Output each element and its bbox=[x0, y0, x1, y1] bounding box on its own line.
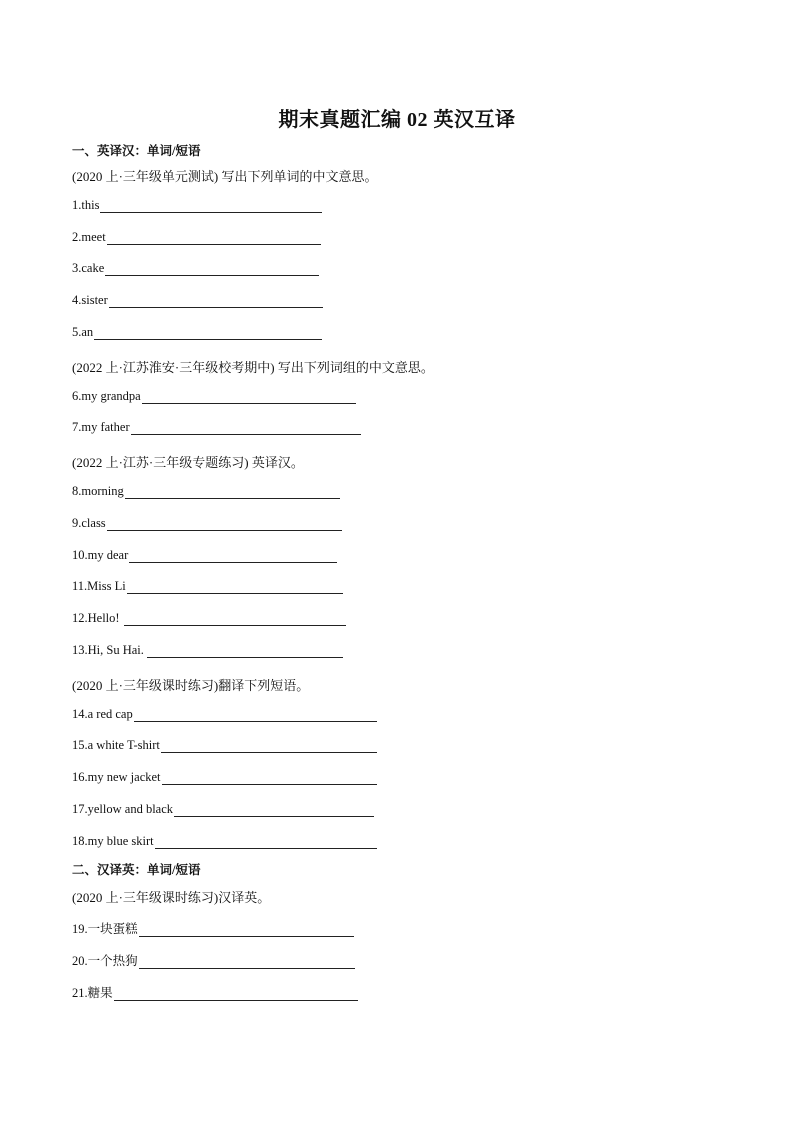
item-label: 3.cake bbox=[72, 261, 105, 275]
instruction-5: (2020 上·三年级课时练习)汉译英。 bbox=[72, 890, 271, 905]
item-label: 6.my grandpa bbox=[72, 389, 141, 403]
item-label: 13.Hi, Su Hai. bbox=[72, 643, 144, 657]
instruction-4: (2020 上·三年级课时练习)翻译下列短语。 bbox=[72, 678, 310, 693]
exercise-item bbox=[72, 516, 342, 531]
answer-blank[interactable] bbox=[124, 613, 346, 626]
exercise-item bbox=[72, 261, 319, 276]
exercise-item bbox=[72, 951, 355, 969]
answer-blank[interactable] bbox=[174, 804, 374, 817]
item-label: 2.meet bbox=[72, 230, 106, 244]
answer-blank[interactable] bbox=[129, 550, 337, 563]
exercise-item bbox=[72, 548, 337, 563]
answer-blank[interactable] bbox=[94, 327, 322, 340]
answer-blank[interactable] bbox=[147, 645, 343, 658]
answer-blank[interactable] bbox=[139, 956, 355, 969]
item-label: 5.an bbox=[72, 325, 94, 339]
exercise-item bbox=[72, 579, 343, 594]
exercise-item bbox=[72, 738, 377, 753]
item-label: 16.my new jacket bbox=[72, 770, 161, 784]
item-label: 7.my father bbox=[72, 420, 130, 434]
section-heading-cn-to-en: 二、汉译英：单词/短语 bbox=[72, 863, 201, 877]
answer-blank[interactable] bbox=[100, 200, 322, 213]
item-label: 11.Miss Li bbox=[72, 579, 126, 593]
item-label: 20.一个热狗 bbox=[72, 954, 138, 968]
item-label: 10.my dear bbox=[72, 548, 129, 562]
item-label: 8.morning bbox=[72, 484, 124, 498]
answer-blank[interactable] bbox=[131, 422, 361, 435]
exercise-item bbox=[72, 643, 343, 658]
exercise-item bbox=[72, 611, 346, 626]
answer-blank[interactable] bbox=[162, 772, 377, 785]
exercise-item bbox=[72, 325, 322, 340]
instruction-1: (2020 上·三年级单元测试) 写出下列单词的中文意思。 bbox=[72, 169, 378, 184]
exercise-item bbox=[72, 389, 356, 404]
exercise-item bbox=[72, 484, 340, 499]
exercise-item bbox=[72, 420, 361, 435]
item-label: 15.a white T-shirt bbox=[72, 738, 160, 752]
exercise-item bbox=[72, 770, 377, 785]
item-label: 19.一块蛋糕 bbox=[72, 922, 138, 936]
item-label: 12.Hello! bbox=[72, 611, 120, 625]
answer-blank[interactable] bbox=[109, 295, 323, 308]
answer-blank[interactable] bbox=[161, 740, 377, 753]
item-label: 1.this bbox=[72, 198, 100, 212]
exercise-item bbox=[72, 230, 321, 245]
answer-blank[interactable] bbox=[125, 486, 340, 499]
section-heading-en-to-cn: 一、英译汉：单词/短语 bbox=[72, 144, 201, 158]
item-label: 14.a red cap bbox=[72, 707, 133, 721]
item-label: 21.糖果 bbox=[72, 986, 113, 1000]
answer-blank[interactable] bbox=[105, 263, 319, 276]
page-title: 期末真题汇编 02 英汉互译 bbox=[278, 109, 516, 131]
answer-blank[interactable] bbox=[107, 232, 321, 245]
answer-blank[interactable] bbox=[114, 988, 358, 1001]
item-label: 18.my blue skirt bbox=[72, 834, 154, 848]
exercise-item bbox=[72, 919, 354, 937]
instruction-3: (2022 上·江苏·三年级专题练习) 英译汉。 bbox=[72, 455, 304, 470]
exercise-item bbox=[72, 834, 377, 849]
answer-blank[interactable] bbox=[155, 836, 377, 849]
exercise-item bbox=[72, 983, 358, 1001]
exercise-item bbox=[72, 293, 323, 308]
answer-blank[interactable] bbox=[139, 924, 354, 937]
exercise-item bbox=[72, 707, 377, 722]
answer-blank[interactable] bbox=[107, 518, 342, 531]
answer-blank[interactable] bbox=[127, 581, 343, 594]
answer-blank[interactable] bbox=[142, 391, 356, 404]
item-label: 17.yellow and black bbox=[72, 802, 174, 816]
instruction-2: (2022 上·江苏淮安·三年级校考期中) 写出下列词组的中文意思。 bbox=[72, 360, 434, 375]
answer-blank[interactable] bbox=[134, 709, 377, 722]
exercise-item bbox=[72, 802, 374, 817]
exercise-item bbox=[72, 198, 322, 213]
item-label: 9.class bbox=[72, 516, 106, 530]
item-label: 4.sister bbox=[72, 293, 108, 307]
